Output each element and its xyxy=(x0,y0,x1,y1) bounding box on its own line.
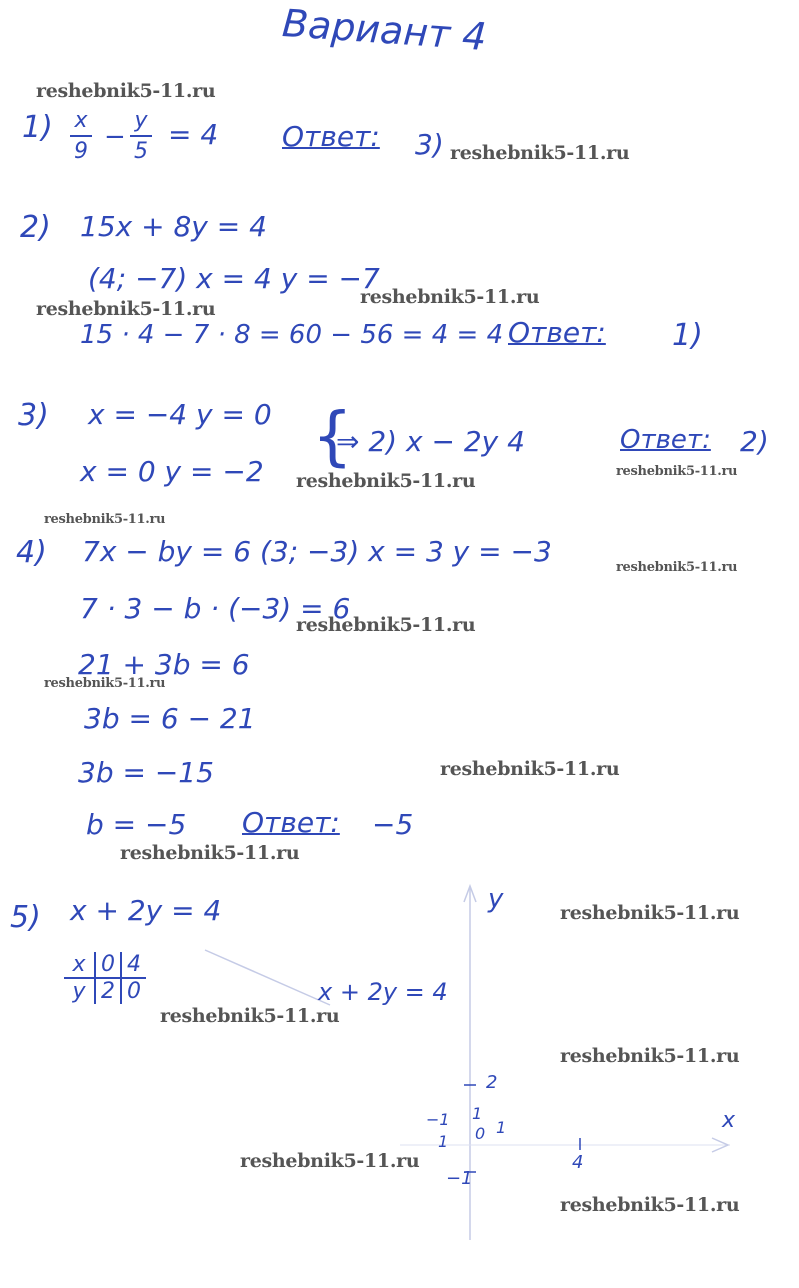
answer-value-1: 3) xyxy=(415,128,444,161)
answer-label-3: Ответ: xyxy=(620,425,711,455)
watermark: reshebnik5-11.ru xyxy=(36,80,216,102)
tick-label-y-minus-1: −1 xyxy=(446,1168,473,1189)
table-cell: 2 xyxy=(94,979,120,1004)
answer-value-4: −5 xyxy=(372,808,414,841)
answer-label-2: Ответ: xyxy=(508,316,606,349)
table-cell: 0 xyxy=(94,952,120,977)
fraction-denominator: 5 xyxy=(134,139,148,164)
problem-4-line-5: 3b = −15 xyxy=(78,756,214,789)
watermark: reshebnik5-11.ru xyxy=(120,842,300,864)
problem-2-line-2: (4; −7) x = 4 y = −7 xyxy=(88,262,380,295)
table-cell: y xyxy=(72,979,86,1004)
problem-4-line-4: 3b = 6 − 21 xyxy=(84,702,256,735)
answer-label-4: Ответ: xyxy=(242,806,340,839)
watermark: reshebnik5-11.ru xyxy=(616,464,738,479)
problem-3-implies: ⇒ 2) x − 2y 4 xyxy=(336,425,525,458)
watermark: reshebnik5-11.ru xyxy=(560,1194,740,1216)
problem-2-line-3: 15 · 4 − 7 · 8 = 60 − 56 = 4 = 4 xyxy=(80,320,504,350)
tick-label-x-minus-1: −1 xyxy=(426,1110,450,1129)
equation-rhs: = 4 xyxy=(168,118,219,151)
watermark: reshebnik5-11.ru xyxy=(440,758,620,780)
problem-1-number: 1) xyxy=(22,110,53,145)
problem-4-line-2: 7 · 3 − b · (−3) = 6 xyxy=(80,592,351,625)
tick-label-2: 2 xyxy=(486,1072,498,1093)
answer-value-2: 1) xyxy=(672,318,703,353)
answer-value-3: 2) xyxy=(740,425,769,458)
answer-label-1: Ответ: xyxy=(282,120,380,153)
watermark: reshebnik5-11.ru xyxy=(560,902,740,924)
watermark: reshebnik5-11.ru xyxy=(560,1045,740,1067)
problem-5-number: 5) xyxy=(10,900,41,935)
table-cell: x xyxy=(72,952,86,977)
problem-2-line-1: 15x + 8y = 4 xyxy=(80,210,267,243)
watermark: reshebnik5-11.ru xyxy=(360,286,540,308)
watermark: reshebnik5-11.ru xyxy=(296,470,476,492)
tick-label-one-left: 1 xyxy=(438,1132,449,1151)
problem-2-number: 2) xyxy=(20,210,51,245)
problem-3-number: 3) xyxy=(18,398,49,433)
graph-line xyxy=(205,950,330,1005)
minus-sign: − xyxy=(104,122,126,152)
problem-3-line-2: x = 0 y = −2 xyxy=(80,455,264,488)
problem-4-line-1: 7x − by = 6 (3; −3) x = 3 y = −3 xyxy=(82,535,552,568)
x-axis-label: x xyxy=(722,1108,736,1133)
problem-4-line-6: b = −5 xyxy=(86,808,187,841)
curly-brace: { xyxy=(312,400,353,474)
watermark: reshebnik5-11.ru xyxy=(616,560,738,575)
watermark: reshebnik5-11.ru xyxy=(240,1150,420,1172)
fraction-numerator: x xyxy=(74,108,88,133)
y-axis-label: y xyxy=(488,884,504,914)
table-cell: 4 xyxy=(120,952,146,977)
tick-label-y-1: 1 xyxy=(472,1104,483,1123)
problem-4-line-3: 21 + 3b = 6 xyxy=(78,648,250,681)
fraction-numerator: y xyxy=(134,108,148,133)
fraction-denominator: 9 xyxy=(74,139,88,164)
tick-label-4: 4 xyxy=(572,1152,584,1173)
page-title: Вариант 4 xyxy=(280,0,488,60)
problem-5-line-1: x + 2y = 4 xyxy=(70,894,222,927)
watermark: reshebnik5-11.ru xyxy=(296,614,476,636)
tick-label-x-1: 1 xyxy=(496,1118,507,1137)
origin-label: 0 xyxy=(475,1124,486,1143)
problem-4-number: 4) xyxy=(16,535,47,570)
watermark: reshebnik5-11.ru xyxy=(160,1005,340,1027)
table-cell: 0 xyxy=(120,979,146,1004)
watermark: reshebnik5-11.ru xyxy=(450,142,630,164)
watermark: reshebnik5-11.ru xyxy=(44,676,166,691)
watermark: reshebnik5-11.ru xyxy=(44,512,166,527)
watermark: reshebnik5-11.ru xyxy=(36,298,216,320)
graph-line-label: x + 2y = 4 xyxy=(318,978,448,1006)
problem-3-line-1: x = −4 y = 0 xyxy=(88,398,272,431)
